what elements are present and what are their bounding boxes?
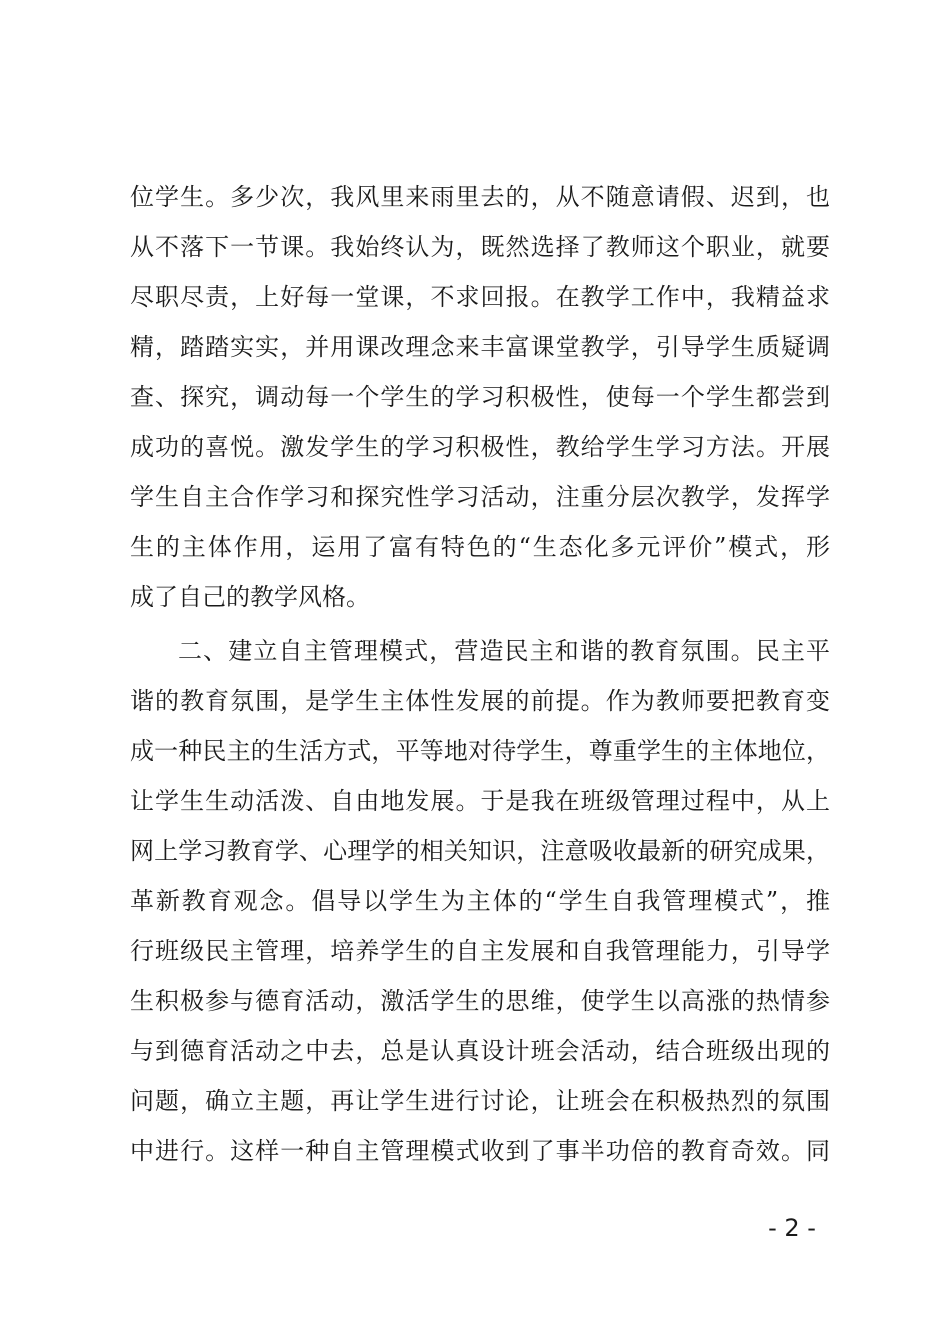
text-line: 学生自主合作学习和探究性学习活动，注重分层次教学，发挥学 [130,483,830,511]
text-line: 中进行。这样一种自主管理模式收到了事半功倍的教育奇效。同 [130,1137,830,1165]
text-line: 生积极参与德育活动，激活学生的思维，使学生以高涨的热情参 [130,987,830,1015]
document-body [130,172,830,1176]
text-line: 问题，确立主题，再让学生进行讨论，让班会在积极热烈的氛围 [130,1087,830,1115]
text-line: 位学生。多少次，我风里来雨里去的，从不随意请假、迟到，也 [130,183,830,211]
paragraph-1 [130,172,830,622]
text-line: 成功的喜悦。激发学生的学习积极性，教给学生学习方法。开展 [130,433,830,461]
text-line: 让学生生动活泼、自由地发展。于是我在班级管理过程中，从上 [130,787,830,815]
text-line: 行班级民主管理，培养学生的自主发展和自我管理能力，引导学 [130,937,830,965]
text-line: 与到德育活动之中去，总是认真设计班会活动，结合班级出现的 [130,1037,830,1065]
text-line: 谐的教育氛围，是学生主体性发展的前提。作为教师要把教育变 [130,687,830,715]
text-line: 成一种民主的生活方式，平等地对待学生，尊重学生的主体地位， [130,737,830,765]
text-line: 二、建立自主管理模式，营造民主和谐的教育氛围。民主平 [178,637,830,665]
page-number: - 2 - [768,1214,816,1242]
text-line: 革新教育观念。倡导以学生为主体的“学生自我管理模式”，推 [130,887,830,915]
text-line: 网上学习教育学、心理学的相关知识，注意吸收最新的研究成果， [130,837,830,865]
text-line: 精，踏踏实实，并用课改理念来丰富课堂教学，引导学生质疑调 [130,333,830,361]
paragraph-2 [130,626,830,1176]
text-line: 生的主体作用，运用了富有特色的“生态化多元评价”模式，形 [130,533,830,561]
text-line: 成了自己的教学风格。 [130,583,370,611]
text-line: 从不落下一节课。我始终认为，既然选择了教师这个职业，就要 [130,233,830,261]
text-line: 尽职尽责，上好每一堂课，不求回报。在教学工作中，我精益求 [130,283,830,311]
text-line: 查、探究，调动每一个学生的学习积极性，使每一个学生都尝到 [130,383,830,411]
